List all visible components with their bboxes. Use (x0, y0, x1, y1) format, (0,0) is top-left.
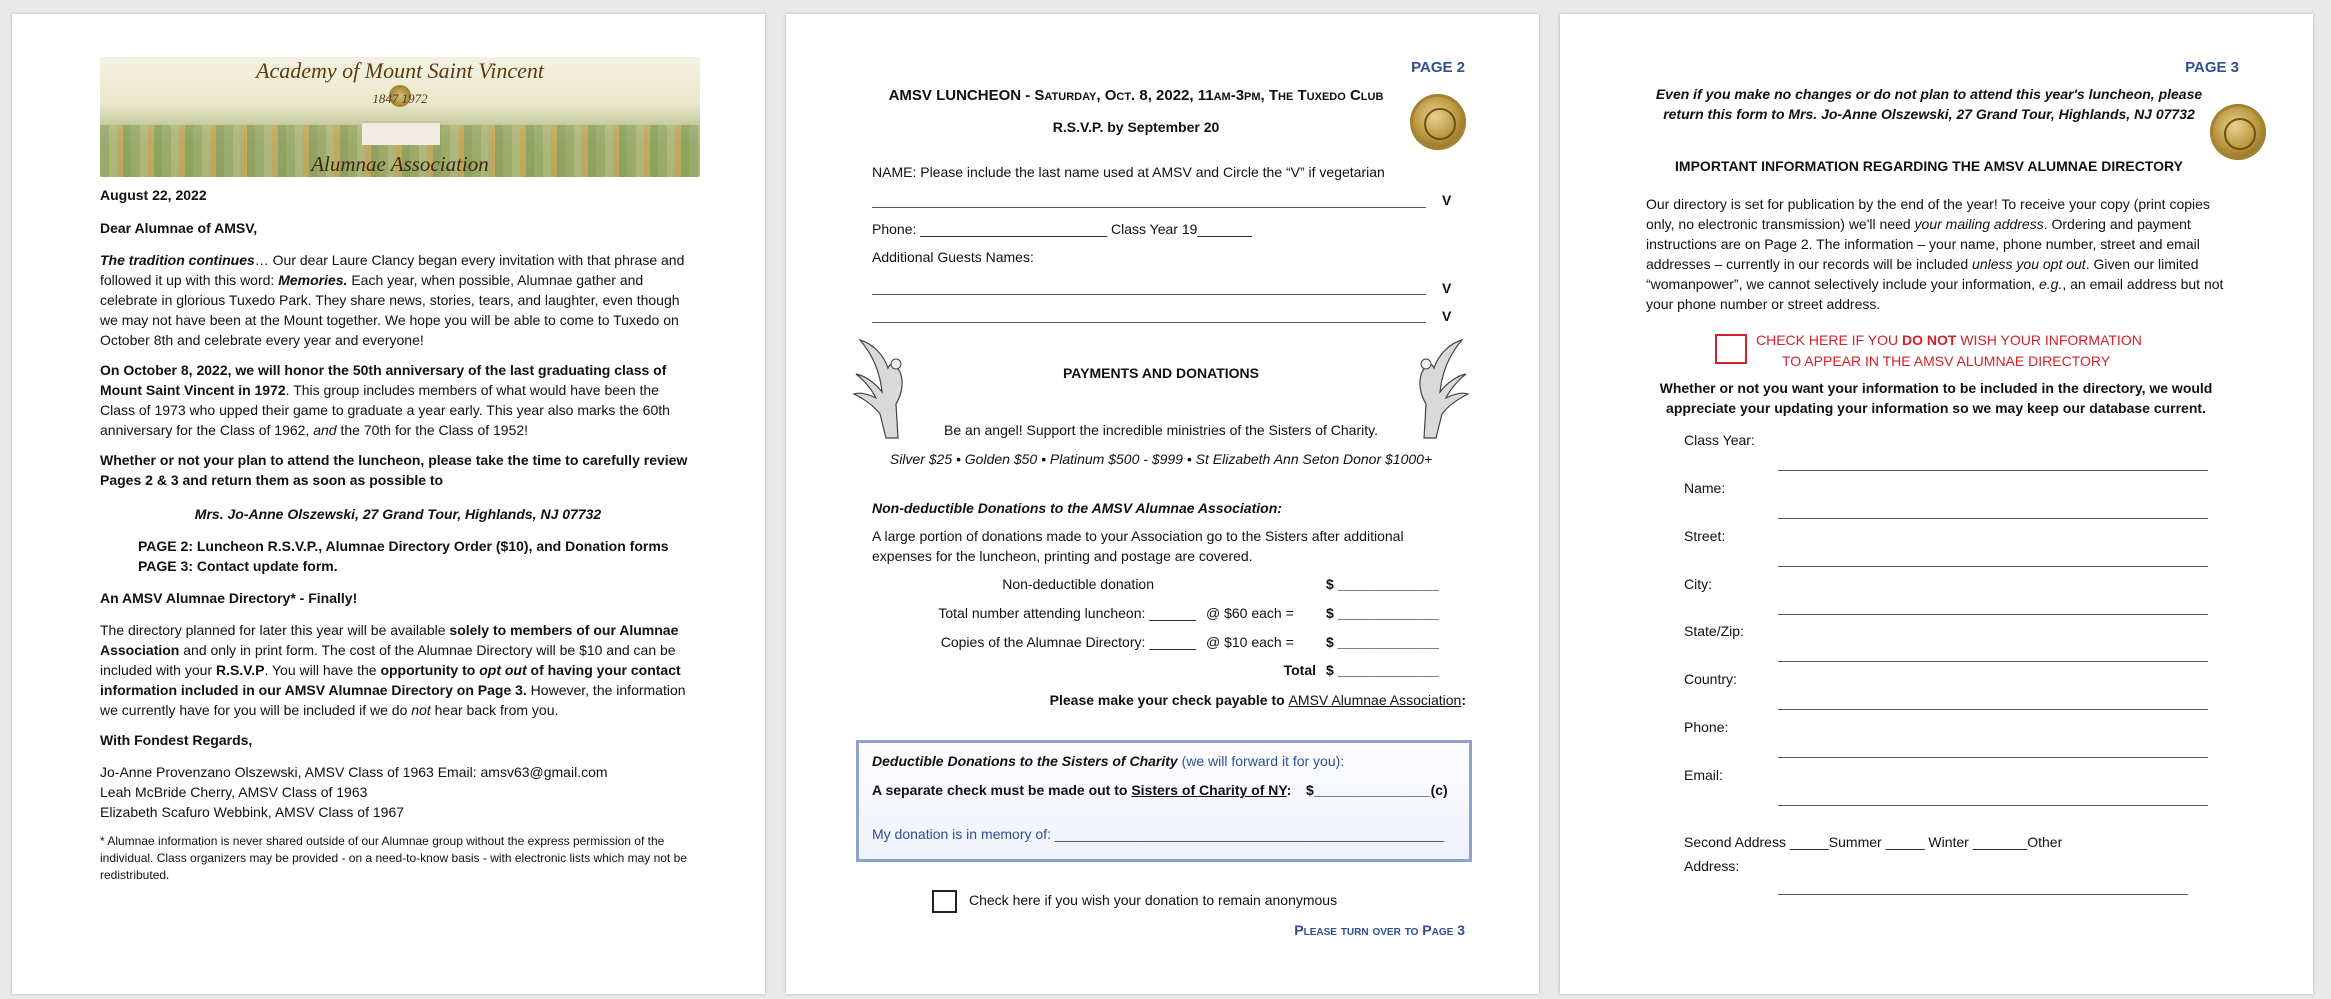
field-class-year-label: Class Year: (1684, 432, 1755, 448)
field-street-label: Street: (1684, 528, 1726, 544)
directory-heading: An AMSV Alumnae Directory* - Finally! (100, 590, 358, 606)
second-address-label: Address: (1684, 858, 1740, 874)
page-2 (786, 14, 1539, 994)
paragraph-tradition: The tradition continues… Our dear Laure Clancy began every invitation with that phrase and followed it up with this word: Memories. Each year, when possible, Alumnae gather and celebrate in glorious Tuxedo Park. They share news, stories, tears, and laughter, even though we may not have been at the Mount together. We hope you will be able to come to Tuxedo on October 8th and celebrate every year and everyone! (100, 252, 685, 348)
banner-subtitle: Alumnae Association (311, 152, 489, 176)
name-input-line[interactable] (872, 207, 1426, 208)
row-directory-amount[interactable]: $ _____________ (1326, 634, 1439, 650)
guest-line-2[interactable] (872, 322, 1426, 323)
field-country-label: Country: (1684, 671, 1737, 687)
deductible-donation-box (856, 740, 1472, 862)
field-street-line[interactable] (1778, 566, 2208, 567)
anonymous-label: Check here if you wish your donation to remain anonymous (969, 892, 1338, 908)
guests-label: Additional Guests Names: (872, 249, 1034, 265)
row-directory-label[interactable]: Copies of the Alumnae Directory: ______ (940, 634, 1196, 650)
letter-greeting: Dear Alumnae of AMSV, (100, 220, 258, 236)
paragraph-anniversary: On October 8, 2022, we will honor the 50th anniversary of the last graduating class of Mount Saint Vincent in 1972. This group includes members of what would have been the Class of 1973 who upped their game to graduate a year early. This year also marks the 60th anniversary for the Class of 1962, and the 70th for the Class of 1952! (100, 362, 670, 438)
footnote: * Alumnae information is never shared outside of our Alumnae group without the express permission of the individual. Class organizers may be provided - on a need-to-know basis - with electronic lists which may not be redistributed. (100, 834, 687, 882)
deductible-amount-field[interactable]: $_______________(c) (1306, 782, 1448, 798)
donor-levels: Silver $25 • Golden $50 • Platinum $500 - $999 • St Elizabeth Ann Seton Donor $1000+ (889, 451, 1433, 467)
row-directory-rate: @ $10 each = (1206, 634, 1294, 650)
payments-heading: PAYMENTS AND DONATIONS (1062, 365, 1259, 381)
page-3 (1560, 14, 2313, 994)
optout-checkbox[interactable] (1715, 334, 1747, 364)
row-attending-rate: @ $60 each = (1206, 605, 1294, 621)
optout-label-2: TO APPEAR IN THE AMSV ALUMNAE DIRECTORY (1782, 353, 2111, 369)
check-payable: Please make your check payable to AMSV Alumnae Association: (1049, 692, 1466, 708)
phone-classyear-field[interactable]: Phone: ________________________ Class Year 19_______ (872, 221, 1252, 237)
closing: With Fondest Regards, (100, 732, 253, 748)
header-banner-image (100, 57, 700, 177)
optout-label: CHECK HERE IF YOU DO NOT WISH YOUR INFORMATION (1756, 332, 2142, 348)
page2-description: PAGE 2: Luncheon R.S.V.P., Alumnae Directory Order ($10), and Donation forms (138, 538, 669, 554)
field-phone-label: Phone: (1684, 719, 1729, 735)
field-email-line[interactable] (1778, 805, 2208, 806)
letter-date: August 22, 2022 (100, 187, 207, 203)
row-nondeductible-label: Non-deductible donation (1002, 576, 1154, 592)
guest-line-1[interactable] (872, 294, 1426, 295)
return-instruction: Even if you make no changes or do not plan to attend this year's luncheon, please return this form to Mrs. Jo-Anne Olszewski, 27 Grand Tour, Highlands, NJ 07732 (1655, 86, 2203, 122)
seal-icon (2210, 104, 2266, 160)
guest-2-vegetarian-v[interactable]: V (1442, 308, 1452, 324)
luncheon-title: AMSV LUNCHEON - Saturday, Oct. 8, 2022, 11am-3pm, The Tuxedo Club (888, 87, 1384, 104)
page-3-label: PAGE 3 (2185, 59, 2239, 76)
anonymous-checkbox[interactable] (932, 890, 957, 913)
second-address-options[interactable]: Second Address _____Summer _____ Winter _______Other (1684, 834, 2063, 850)
field-city-label: City: (1684, 576, 1712, 592)
field-country-line[interactable] (1778, 709, 2208, 710)
second-address-line[interactable] (1778, 894, 2188, 895)
memory-field[interactable]: My donation is in memory of: __________________________________________________ (872, 826, 1445, 842)
row-attending-label[interactable]: Total number attending luncheon: ______ (938, 605, 1196, 621)
guest-1-vegetarian-v[interactable]: V (1442, 280, 1452, 296)
update-request: Whether or not you want your information to be included in the directory, we would appreciate your updating your information so we may keep our database current. (1659, 380, 2213, 416)
field-state-zip-label: State/Zip: (1684, 623, 1744, 639)
signature-1: Jo-Anne Provenzano Olszewski, AMSV Class of 1963 Email: amsv63@gmail.com (100, 764, 608, 780)
page-1 (12, 14, 765, 994)
return-address: Mrs. Jo-Anne Olszewski, 27 Grand Tour, Highlands, NJ 07732 (194, 506, 602, 522)
page3-description: PAGE 3: Contact update form. (138, 558, 338, 574)
field-phone-line[interactable] (1778, 757, 2208, 758)
row-total-amount[interactable]: $ _____________ (1326, 662, 1439, 678)
directory-info-heading: IMPORTANT INFORMATION REGARDING THE AMSV ALUMNAE DIRECTORY (1675, 158, 2183, 174)
deductible-check-note: A separate check must be made out to Sisters of Charity of NY: (872, 782, 1292, 798)
paragraph-review: Whether or not your plan to attend the luncheon, please take the time to carefully review Pages 2 & 3 and return them as soon as possible to (100, 452, 688, 488)
page-2-label: PAGE 2 (1411, 59, 1465, 76)
deductible-heading: Deductible Donations to the Sisters of Charity (we will forward it for you): (872, 753, 1345, 769)
seal-icon (1410, 94, 1466, 150)
field-email-label: Email: (1684, 767, 1723, 783)
signature-3: Elizabeth Scafuro Webbink, AMSV Class of 1967 (100, 804, 405, 820)
field-state-zip-line[interactable] (1778, 661, 2208, 662)
directory-info-body: Our directory is set for publication by the end of the year! To receive your copy (print copies only, no electronic transmission) we'll need your mailing address. Ordering and payment instructions are on Page 2. The information – your name, phone number, street and email addresses – currently in our records will be included unless you opt out. Given our limited “womanpower”, we cannot selectively include your information, e.g., an email address but not your phone number or street address. (1646, 196, 2224, 312)
signature-2: Leah McBride Cherry, AMSV Class of 1963 (100, 784, 368, 800)
name-label: NAME: Please include the last name used at AMSV and Circle the “V” if vegetarian (872, 164, 1385, 180)
nondeductible-text: A large portion of donations made to your Association go to the Sisters after additional expenses for the luncheon, printing and postage are covered. (872, 528, 1404, 564)
row-nondeductible-amount[interactable]: $ _____________ (1326, 576, 1439, 592)
paragraph-directory: The directory planned for later this year will be available solely to members of our Alumnae Association and only in print form. The cost of the Alumnae Directory will be $10 and can be included with your R.S.V.P. You will have the opportunity to opt out of having your contact information included in our AMSV Alumnae Directory on Page 3. However, the information we currently have for you will be included if we do not hear back from you. (100, 622, 686, 718)
turn-over-note: Please turn over to Page 3 (1294, 922, 1465, 938)
banner-title: Academy of Mount Saint Vincent (256, 58, 544, 83)
field-name-label: Name: (1684, 480, 1726, 496)
row-total-label: Total (1283, 662, 1316, 678)
banner-years: 1847 1972 (372, 91, 428, 106)
field-class-year-line[interactable] (1778, 470, 2208, 471)
row-attending-amount[interactable]: $ _____________ (1326, 605, 1439, 621)
field-city-line[interactable] (1778, 614, 2208, 615)
vegetarian-v[interactable]: V (1442, 192, 1452, 208)
field-name-line[interactable] (1778, 518, 2208, 519)
nondeductible-heading: Non-deductible Donations to the AMSV Alumnae Association: (872, 500, 1282, 516)
angel-appeal: Be an angel! Support the incredible ministries of the Sisters of Charity. (944, 422, 1378, 438)
rsvp-deadline: R.S.V.P. by September 20 (1052, 119, 1220, 135)
